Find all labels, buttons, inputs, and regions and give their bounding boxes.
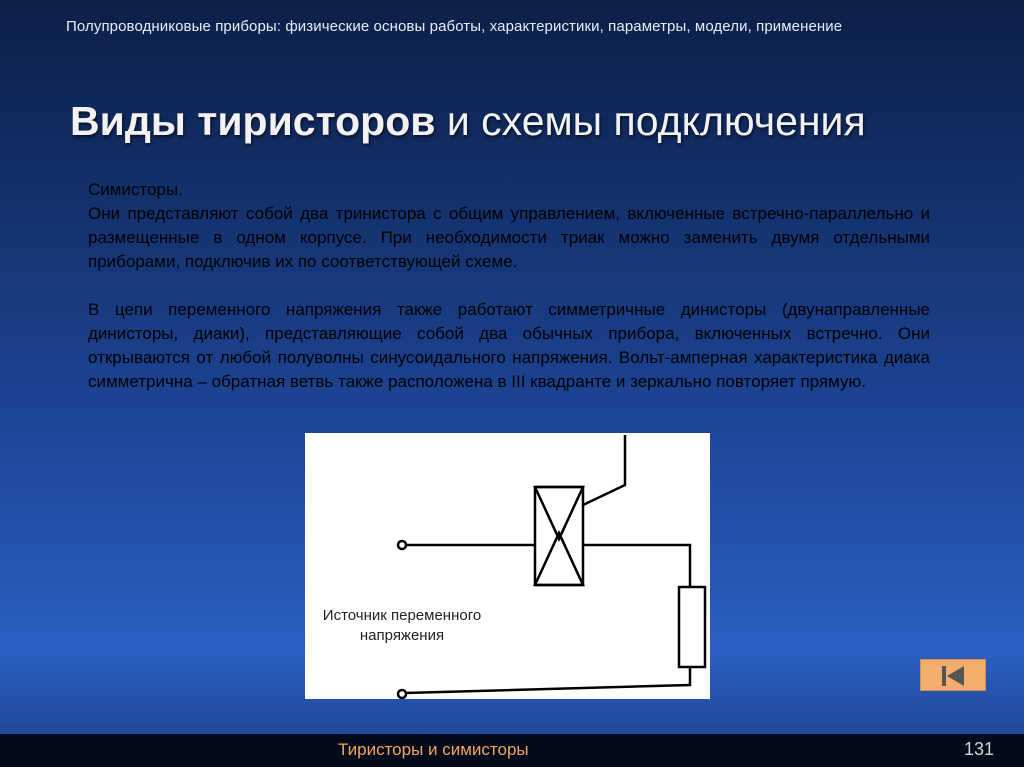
- terminal-top: [398, 541, 406, 549]
- terminal-bottom: [398, 690, 406, 698]
- paragraph-triac: Они представляют собой два тринистора с общим управлением, включенные встречно-параллельно и размещенные в одном корпусе. При необходимости триак можно заменить двумя отдельными приборами, подключив их по соответствующей схеме.: [88, 204, 930, 271]
- source-label-line1: Источник переменного: [322, 607, 482, 624]
- wire-to-load: [583, 545, 690, 587]
- presentation-subtitle: Полупроводниковые приборы: физические основы работы, характеристики, параметры, модели, применение: [66, 18, 843, 35]
- source-label: [307, 606, 497, 646]
- footer-title: Тиристоры и симисторы: [338, 740, 529, 759]
- wire-return: [405, 667, 690, 693]
- triac-circuit-diagram: [305, 433, 710, 699]
- source-label-line2: напряжения: [359, 627, 445, 644]
- page-number: 131: [964, 739, 995, 759]
- paragraph-heading: Симисторы.: [88, 180, 183, 199]
- slide-body: [88, 178, 930, 394]
- skip-to-start-icon: [940, 664, 966, 688]
- gate-lead: [583, 435, 625, 505]
- paragraph-diac: В цепи переменного напряжения также работают симметричные динисторы (двунаправленные динисторы, диаки), представляющие собой два обычных прибора, включенных встречно. Они открываются от любой полуволны синусоидального напряжения. Вольт-амперная характеристика диака симметрична – обратная ветвь также расположена в III квадранте и зеркально повторяет прямую.: [88, 300, 930, 391]
- slide-title-bold: Виды тиристоров: [70, 98, 436, 144]
- slide-title: [70, 98, 990, 145]
- circuit-schematic: [305, 433, 710, 699]
- slide-title-rest: и схемы подключения: [435, 98, 866, 144]
- load-resistor: [679, 587, 705, 667]
- back-to-start-button[interactable]: [920, 659, 986, 691]
